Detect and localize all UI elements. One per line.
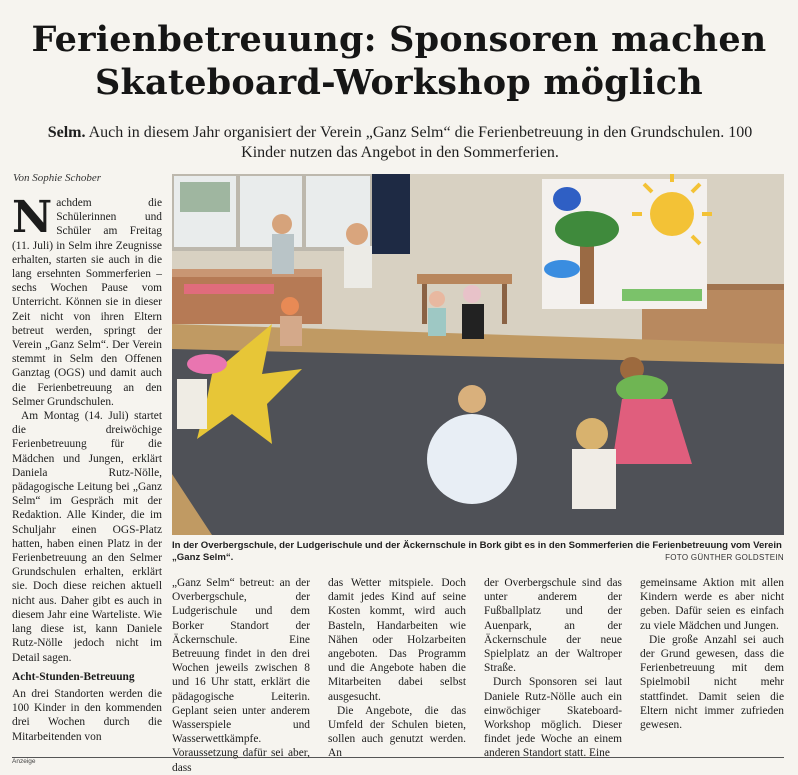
paragraph: das Wetter mitspiele. Doch damit jedes Kind auf seine Kosten kommt, wird auch Basteln, Handarbeiten wie Nähen oder Holzarbeiten angeboten. Das Programm und die Angebote haben die Mitarbeiten dabei selbst ausgesucht.	[328, 577, 466, 703]
classroom-photo-illustration	[172, 174, 784, 535]
headline-line-2: Skateboard-Workshop möglich	[95, 62, 703, 103]
subhead-location: Selm.	[47, 124, 86, 141]
paragraph: der Overbergschule sind das unter anderem der Fußballplatz und der Auenpark, an der Äckernschule der neue Spielplatz an der Waltroper Straße.	[484, 577, 622, 675]
text-column-4	[484, 576, 622, 761]
paragraph-3: An drei Standorten werden die 100 Kinder in den kommenden drei Wochen durch die Mitarbeitenden von	[12, 687, 162, 743]
text-column-5	[640, 576, 784, 732]
paragraph: Die Angebote, die das Umfeld der Schulen bieten, sollen auch genutzt werden. An	[328, 704, 466, 760]
photo-caption: In der Overbergschule, der Ludgerischule und der Äckernschule in Bork gibt es in den Sommerferien die Ferienbetreuung vom Verein „Ganz Selm“.	[172, 540, 782, 563]
text-column-1	[12, 192, 162, 766]
text-column-3	[328, 576, 466, 761]
paragraph: „Ganz Selm“ betreut: an der Overbergschule, der Ludgerischule und dem Borker Standort der Äckernschule. Eine Betreuung findet in den drei Wochen jeweils zwischen 8 und 16 Uhr statt, erklärt die pädagogische Leiterin. Geplant seien unter anderem Wasserspiele und Wasserwettkämpfe. Voraussetzung dafür sei aber, dass	[172, 577, 310, 774]
paragraph-1: Nachdem die Schülerinnen und Schüler am Freitag (11. Juli) in Selm ihre Zeugnisse erhalten, starten sie auch in die lang ersehnten Sommerferien – sechs Wochen Pause vom Unterricht. Können sie in dieser Zeit nicht von ihren Eltern betreut werden, springt der Verein „Ganz Selm“. Der Verein stemmt in Selm den Offenen Ganztag (OGS) und damit auch die Ferienbetreuung an den Selmer Grundschulen.	[12, 192, 162, 408]
photo-credit: FOTO GÜNTHER GOLDSTEIN	[665, 553, 784, 562]
article-photo	[172, 174, 784, 535]
ad-label: Anzeige	[12, 758, 40, 765]
headline	[0, 18, 798, 104]
footer-rule	[12, 757, 784, 758]
paragraph: Die große Anzahl sei auch der Grund gewesen, dass die Ferienbetreuung mit dem Spielmobil nicht mehr stattfindet. Damit seien die Eltern nicht immer zufrieden gewesen.	[640, 633, 784, 732]
paragraph: Durch Sponsoren sei laut Daniele Rutz-Nölle auch ein einwöchiger Skateboard-Workshop möglich. Dieser findet jede Woche an einem anderen Standort statt. Eine	[484, 676, 622, 760]
byline: Von Sophie Schober	[13, 172, 101, 184]
paragraph: gemeinsame Aktion mit allen Kindern werde es aber nicht geben. Dafür seien es einfach zu viele Mädchen und Jungen.	[640, 577, 784, 632]
subhead-text: Auch in diesem Jahr organisiert der Verein „Ganz Selm“ die Ferienbetreuung in den Grundschulen. 100 Kinder nutzen das Angebot in den Sommerferien.	[85, 124, 753, 161]
paragraph-2: Am Montag (14. Juli) startet die dreiwöchige Ferienbetreuung für die Mädchen und Jungen, erklärt Daniela Rutz-Nölle, pädagogische Leitung bei „Ganz Selm“ im Gespräch mit der Redaktion. Alle Kinder, die im Schuljahr einen OGS-Platz hatten, haben einen Platz in der Ferienbetreuung an den Selmer Grundschulen erhalten, erklärt sie. Doch diese reichen aktuell nicht aus. Daher gibt es auch in diesem Jahr eine Warteliste. Wie lang diese ist, kann Daniele Rutz-Nölle jedoch nicht im Detail sagen.	[12, 410, 162, 664]
subheadline	[40, 123, 760, 163]
headline-line-1: Ferienbetreuung: Sponsoren machen	[31, 19, 767, 60]
drop-cap: N	[12, 192, 53, 243]
text-column-2	[172, 576, 310, 775]
section-heading: Acht-Stunden-Betreuung	[12, 670, 135, 683]
